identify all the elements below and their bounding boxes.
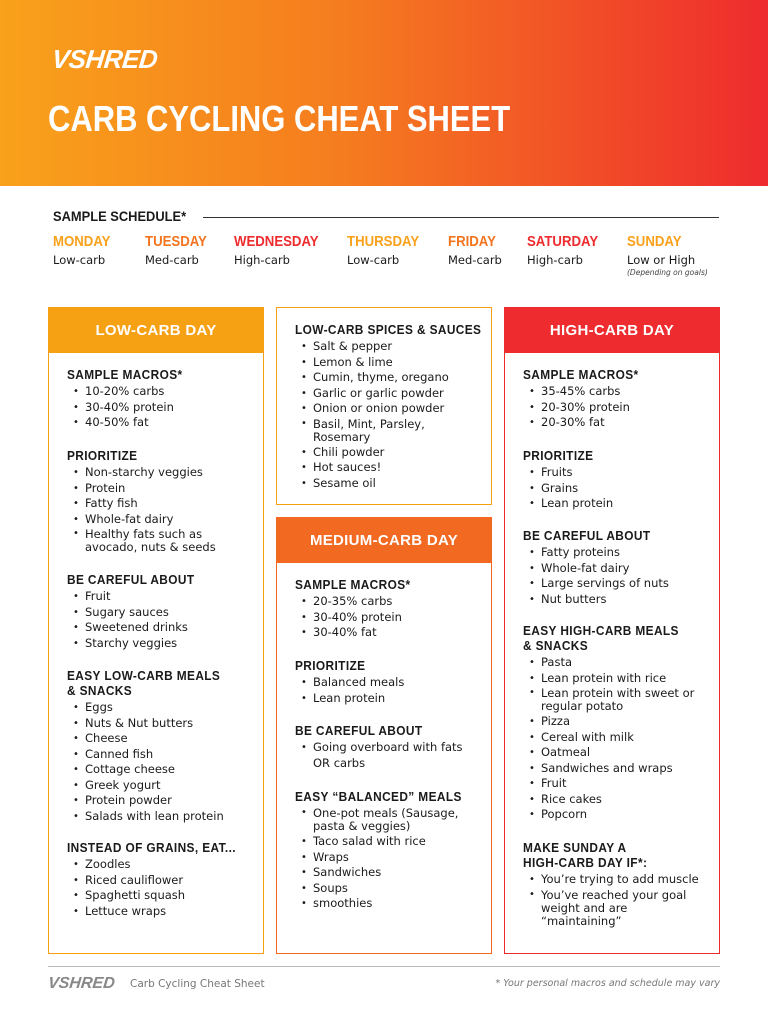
- list-item: • Salads with lean protein: [67, 809, 255, 825]
- footer-title: Carb Cycling Cheat Sheet: [130, 978, 265, 990]
- list-item: • Riced cauliflower: [67, 873, 255, 889]
- low-carb-careful: [67, 573, 255, 651]
- section-title: EASY “BALANCED” MEALS: [295, 790, 462, 804]
- day-value: Low-carb: [53, 253, 106, 267]
- list-item: • Balanced meals: [295, 675, 483, 691]
- section-title: EASY LOW-CARB MEALS: [67, 669, 221, 683]
- list-item: • Chili powder: [295, 445, 483, 461]
- list-item: • 30-40% protein: [295, 610, 483, 626]
- list-item: • Lettuce wraps: [67, 904, 255, 920]
- section-title: PRIORITIZE: [523, 449, 594, 463]
- list-item: • Nut butters: [523, 592, 711, 608]
- footer-disclaimer: * Your personal macros and schedule may vary: [495, 978, 720, 989]
- list-item: • One-pot meals (Sausage, pasta & veggies): [295, 806, 483, 834]
- list-item: • Starchy veggies: [67, 636, 255, 652]
- section-title: BE CAREFUL ABOUT: [67, 573, 195, 587]
- page-title: CARB CYCLING CHEAT SHEET: [48, 98, 511, 139]
- low-carb-header: LOW-CARB DAY: [49, 308, 263, 353]
- list-item: • Pizza: [523, 714, 711, 730]
- medium-carb-header: MEDIUM-CARB DAY: [277, 518, 491, 563]
- day-note: (Depending on goals): [627, 268, 708, 277]
- section-title: INSTEAD OF GRAINS, EAT...: [67, 841, 236, 855]
- list-item: • Sweetened drinks: [67, 620, 255, 636]
- footer-divider: [48, 966, 720, 967]
- section-title: BE CAREFUL ABOUT: [295, 724, 423, 738]
- list-item: • smoothies: [295, 896, 483, 912]
- list-item: • Whole-fat dairy: [523, 561, 711, 577]
- list-item: • Hot sauces!: [295, 460, 483, 476]
- list-item: • Cheese: [67, 731, 255, 747]
- low-carb-macros: [67, 368, 255, 431]
- section-title: BE CAREFUL ABOUT: [523, 529, 651, 543]
- list-item: • Lean protein: [295, 691, 483, 707]
- medium-carb-prioritize: [295, 659, 483, 706]
- day-value: Med-carb: [448, 253, 502, 267]
- meals-list: [67, 700, 255, 824]
- list-item: • Sugary sauces: [67, 605, 255, 621]
- list-item: • Protein powder: [67, 793, 255, 809]
- list-item: • Fatty proteins: [523, 545, 711, 561]
- macros-list: [67, 384, 255, 431]
- medium-carb-card: [276, 517, 492, 954]
- low-carb-grains: [67, 841, 255, 919]
- list-item: • Soups: [295, 881, 483, 897]
- day-name: TUESDAY: [145, 233, 207, 250]
- footer-logo: VSHRED: [47, 975, 116, 992]
- list-item: • Protein: [67, 481, 255, 497]
- list-item: • Pasta: [523, 655, 711, 671]
- section-title: PRIORITIZE: [67, 449, 138, 463]
- list-item: • Popcorn: [523, 807, 711, 823]
- list-item: • Large servings of nuts: [523, 576, 711, 592]
- day-value: Low or High: [627, 253, 696, 267]
- list-item: • Lemon & lime: [295, 355, 483, 371]
- day-name: FRIDAY: [448, 233, 496, 250]
- list-item: • Wraps: [295, 850, 483, 866]
- day-name: SATURDAY: [527, 233, 599, 250]
- day-thursday: [347, 233, 429, 267]
- list-item: • Grains: [523, 481, 711, 497]
- high-carb-card: [504, 307, 720, 954]
- prioritize-list: [67, 465, 255, 554]
- section-title: SAMPLE MACROS*: [523, 368, 639, 382]
- day-name: WEDNESDAY: [234, 233, 319, 250]
- list-item: • Oatmeal: [523, 745, 711, 761]
- list-item: • Garlic or garlic powder: [295, 386, 483, 402]
- list-item: • Fruit: [523, 776, 711, 792]
- day-tuesday: [145, 233, 215, 267]
- low-carb-card: [48, 307, 264, 954]
- list-item: • Healthy fats such as avocado, nuts & seeds: [67, 527, 255, 554]
- list-item: • You’ve reached your goal weight and are “maintaining”: [523, 888, 711, 928]
- list-item: • Cottage cheese: [67, 762, 255, 778]
- header-banner: [0, 0, 768, 186]
- day-saturday: [527, 233, 608, 267]
- list-item: • Whole-fat dairy: [67, 512, 255, 528]
- list-item: • Nuts & Nut butters: [67, 716, 255, 732]
- list-item: • Fatty fish: [67, 496, 255, 512]
- careful-list: [523, 545, 711, 607]
- careful-list: [295, 740, 483, 771]
- day-value: Low-carb: [347, 253, 400, 267]
- section-title: EASY HIGH-CARB MEALS: [523, 624, 679, 638]
- list-item: • Zoodles: [67, 857, 255, 873]
- list-item: • Onion or onion powder: [295, 401, 483, 417]
- grains-list: [67, 857, 255, 919]
- list-item: • 30-40% protein: [67, 400, 255, 416]
- section-title: & SNACKS: [67, 684, 133, 698]
- section-title: LOW-CARB SPICES & SAUCES: [295, 323, 482, 337]
- list-item: • Sesame oil: [295, 476, 483, 492]
- list-item: • Sandwiches and wraps: [523, 761, 711, 777]
- section-title: SAMPLE MACROS*: [67, 368, 183, 382]
- list-item: • Salt & pepper: [295, 339, 483, 355]
- list-item: • Cereal with milk: [523, 730, 711, 746]
- prioritize-list: [523, 465, 711, 512]
- day-sunday: [627, 233, 708, 277]
- section-title: HIGH-CARB DAY IF*:: [523, 856, 648, 870]
- sunday-list: [523, 872, 711, 928]
- spices-card: [276, 307, 492, 505]
- list-item: • Canned fish: [67, 747, 255, 763]
- list-item: • Greek yogurt: [67, 778, 255, 794]
- high-carb-prioritize: [523, 449, 711, 512]
- day-friday: [448, 233, 502, 267]
- careful-list: [67, 589, 255, 651]
- list-item: • Rice cakes: [523, 792, 711, 808]
- spices-section: [295, 323, 483, 491]
- section-title: MAKE SUNDAY A: [523, 841, 627, 855]
- list-item: • You’re trying to add muscle: [523, 872, 711, 888]
- medium-carb-careful: [295, 724, 483, 771]
- list-item: • Going overboard with fats OR carbs: [295, 740, 483, 771]
- list-item: • 30-40% fat: [295, 625, 483, 641]
- list-item: • Lean protein with rice: [523, 671, 711, 687]
- day-name: SUNDAY: [627, 233, 682, 250]
- list-item: • Cumin, thyme, oregano: [295, 370, 483, 386]
- list-item: • 20-35% carbs: [295, 594, 483, 610]
- list-item: • 10-20% carbs: [67, 384, 255, 400]
- medium-carb-meals: [295, 790, 483, 912]
- schedule-title: SAMPLE SCHEDULE*: [53, 208, 187, 224]
- high-carb-header: HIGH-CARB DAY: [505, 308, 719, 353]
- day-wednesday: [234, 233, 330, 267]
- section-title: SAMPLE MACROS*: [295, 578, 411, 592]
- list-item: • Fruits: [523, 465, 711, 481]
- list-item: • Non-starchy veggies: [67, 465, 255, 481]
- day-value: Med-carb: [145, 253, 199, 267]
- list-item: • Lean protein: [523, 496, 711, 512]
- list-item: • Eggs: [67, 700, 255, 716]
- section-title: PRIORITIZE: [295, 659, 366, 673]
- list-item: • Taco salad with rice: [295, 834, 483, 850]
- section-title: & SNACKS: [523, 639, 589, 653]
- list-item: • Lean protein with sweet or regular potato: [523, 686, 711, 714]
- schedule-divider: [203, 217, 719, 218]
- day-name: MONDAY: [53, 233, 111, 250]
- day-value: High-carb: [234, 253, 290, 267]
- medium-carb-macros: [295, 578, 483, 641]
- list-item: • 20-30% protein: [523, 400, 711, 416]
- low-carb-prioritize: [67, 449, 255, 554]
- day-name: THURSDAY: [347, 233, 420, 250]
- high-carb-careful: [523, 529, 711, 607]
- high-carb-meals: [523, 624, 711, 823]
- list-item: • Basil, Mint, Parsley, Rosemary: [295, 417, 483, 445]
- high-carb-sunday: [523, 841, 711, 928]
- macros-list: [295, 594, 483, 641]
- day-value: High-carb: [527, 253, 583, 267]
- list-item: • 40-50% fat: [67, 415, 255, 431]
- day-monday: [53, 233, 118, 267]
- macros-list: [523, 384, 711, 431]
- list-item: • 20-30% fat: [523, 415, 711, 431]
- list-item: • Fruit: [67, 589, 255, 605]
- high-carb-macros: [523, 368, 711, 431]
- prioritize-list: [295, 675, 483, 706]
- low-carb-meals: [67, 669, 255, 824]
- list-item: • Sandwiches: [295, 865, 483, 881]
- list-item: • 35-45% carbs: [523, 384, 711, 400]
- vshred-logo: VSHRED: [50, 44, 159, 74]
- meals-list: [523, 655, 711, 823]
- spices-list: [295, 339, 483, 491]
- list-item: • Spaghetti squash: [67, 888, 255, 904]
- meals-list: [295, 806, 483, 912]
